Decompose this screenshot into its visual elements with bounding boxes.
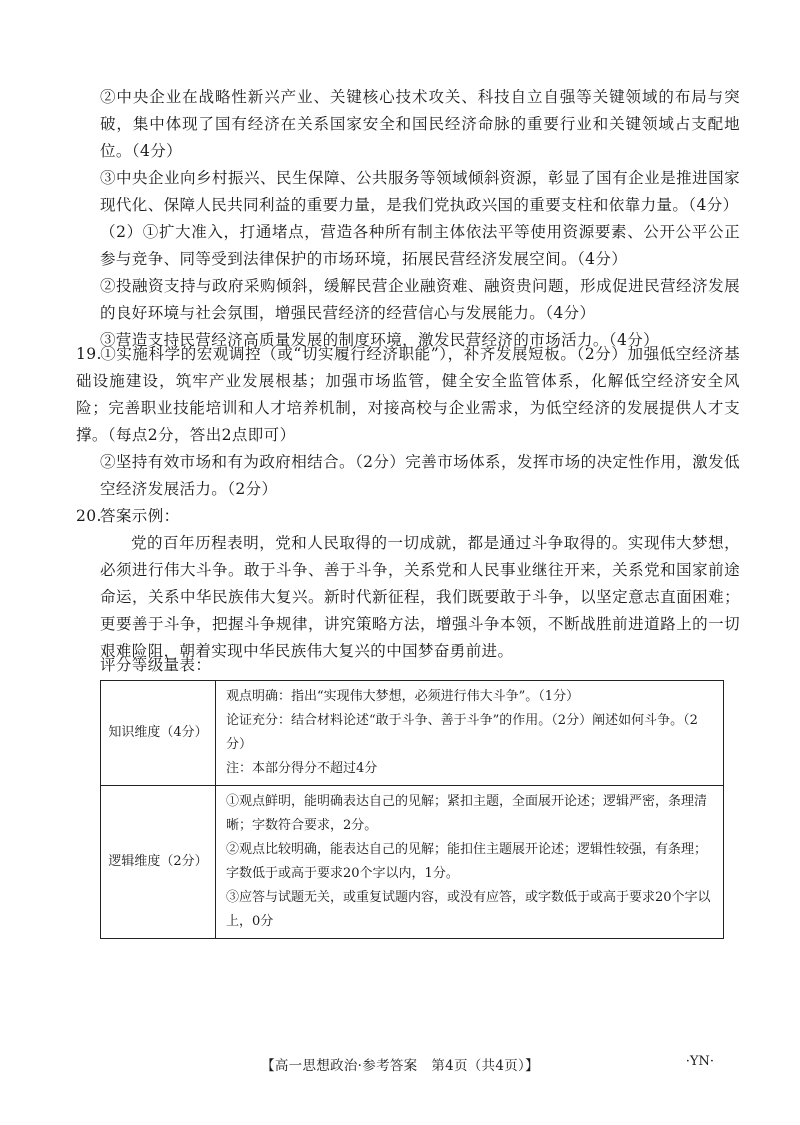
scoring-rubric-table	[100, 680, 724, 939]
rubric-criterion: 论证充分：结合材料论述“敢于斗争、善于斗争”的作用。（2分）阐述如何斗争。（2分）	[226, 713, 698, 752]
table-row	[101, 786, 724, 939]
rubric-note: 注：本部分得分不超过4分	[226, 761, 378, 776]
rubric-criterion: ②观点比较明确，能表达自己的见解；能扣住主题展开论述；逻辑性较强，有条理；字数低于或高于要求20个字以内，1分。	[226, 842, 708, 881]
question-number: 19.	[76, 345, 102, 363]
question-19-answer-part-2: ②坚持有效市场和有为政府相结合。（2分）完善市场体系，发挥市场的决定性作用，激发低空经济发展活力。（2分）	[100, 453, 740, 498]
question-20-heading	[76, 503, 740, 530]
answer-paragraph-institutional-environment: ③营造支持民营经济高质量发展的制度环境，激发民营经济的市场活力。（4分）	[100, 331, 660, 349]
answer-paragraph-central-enterprises-rural: ③中央企业向乡村振兴、民生保障、公共服务等领域倾斜资源，彰显了国有企业是推进国家现代化、保障人民共同利益的重要力量，是我们党执政兴国的重要支柱和依靠力量。（4分）	[100, 169, 740, 214]
answer-heading: 答案示例：	[100, 507, 180, 525]
answer-paragraph-financing-support: ②投融资支持与政府采购倾斜，缓解民营企业融资难、融资贵问题，形成促进民营经济发展的良好环境与社会氛围，增强民营经济的经营信心与发展能力。（4分）	[100, 277, 740, 322]
question-19-answer-part-1	[76, 341, 740, 449]
rubric-criteria-logic	[216, 786, 724, 939]
rubric-title: 评分等级量表：	[100, 656, 212, 674]
rubric-dimension-logic: 逻辑维度（2分）	[101, 786, 216, 939]
table-row	[101, 681, 724, 786]
rubric-criteria-knowledge	[216, 681, 724, 786]
page-footer: 【高一思想政治·参考答案 第4页（共4页）】	[261, 1058, 539, 1074]
answer-paragraph-central-enterprises-strategic: ②中央企业在战略性新兴产业、关键核心技术攻关、科技自立自强等关键领域的布局与突破，集中体现了国有经济在关系国家安全和国民经济命脉的重要行业和关键领域占支配地位。（4分）	[100, 88, 740, 160]
footer-code: ·YN·	[685, 1054, 714, 1069]
rubric-dimension-knowledge: 知识维度（4分）	[101, 681, 216, 786]
answer-text: ①实施科学的宏观调控（或“切实履行经济职能”），补齐发展短板。（2分）加强低空经济基础设施建设，筑牢产业发展根基；加强市场监管，健全安全监管体系，化解低空经济安全风险；完善职业技能培训和人才培养机制，对接高校与企业需求，为低空经济的发展提供人才支撑。（每点2分，答出2点即可）	[76, 345, 740, 444]
rubric-criterion: ③应答与试题无关，或重复试题内容，或没有应答，或字数低于或高于要求20个字以上，0分	[226, 890, 711, 929]
question-20-sample-essay: 党的百年历程表明，党和人民取得的一切成就，都是通过斗争取得的。实现伟大梦想，必须进行伟大斗争。敢于斗争、善于斗争，关系党和人民事业继往开来，关系党和国家前途命运，关系中华民族伟大复兴。新时代新征程，我们既要敢于斗争，以坚定意志直面困难；更要善于斗争，把握斗争规律，讲究策略方法，增强斗争本领，不断战胜前进道路上的一切艰难险阻，朝着实现中华民族伟大复兴的中国梦奋勇前进。	[100, 534, 740, 660]
question-number: 20.	[76, 507, 102, 525]
rubric-criterion: 观点明确：指出“实现伟大梦想，必须进行伟大斗争”。（1分）	[226, 689, 580, 704]
answer-paragraph-market-access: （2）①扩大准入，打通堵点，营造各种所有制主体依法平等使用资源要素、公开公平公正参与竞争、同等受到法律保护的市场环境，拓展民营经济发展空间。（4分）	[100, 223, 740, 268]
rubric-criterion: ①观点鲜明，能明确表达自己的见解；紧扣主题，全面展开论述；逻辑严密，条理清晰；字数符合要求，2分。	[226, 794, 708, 833]
